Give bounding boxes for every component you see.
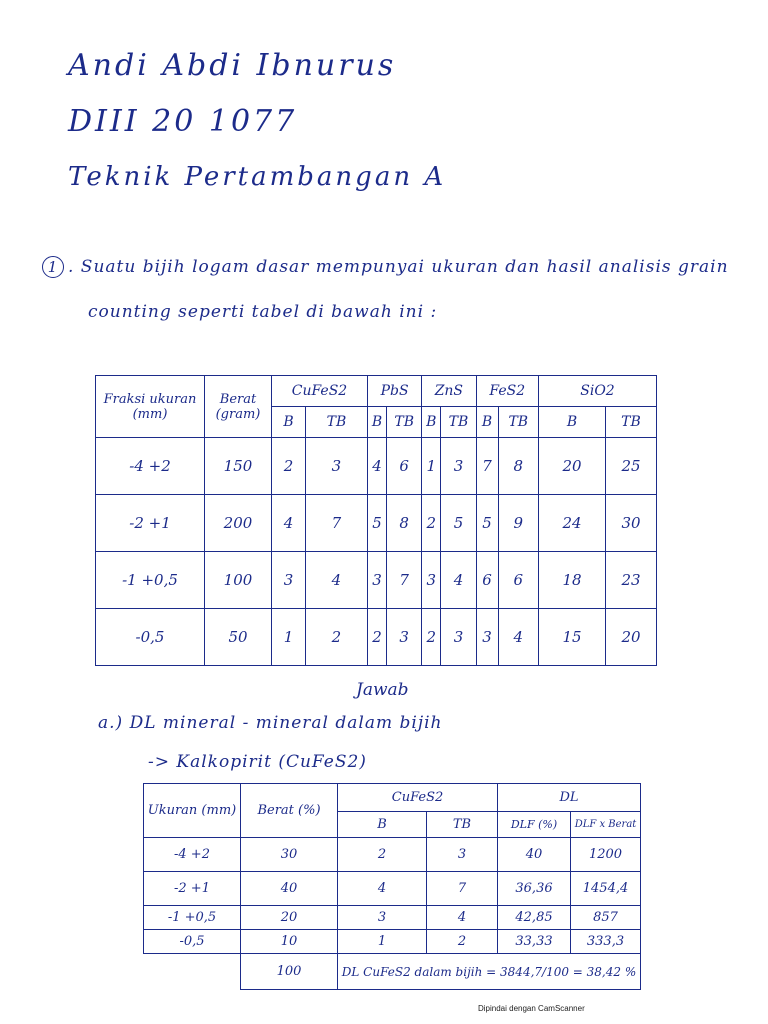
- table-row: [144, 838, 641, 872]
- question-line-1: [42, 256, 729, 278]
- cell-value: 18: [539, 552, 606, 609]
- answer-label: Jawab: [356, 680, 409, 700]
- table-row: [144, 930, 641, 954]
- cell-fraksi: -0,5: [96, 609, 205, 666]
- cell-tb: 4: [427, 906, 498, 930]
- header-mineral: CuFeS2: [272, 376, 368, 407]
- cell-value: 2: [305, 609, 367, 666]
- cell-value: 3: [441, 438, 476, 495]
- cell-value: 2: [422, 495, 441, 552]
- sub-b: B: [539, 407, 606, 438]
- header-ukuran: Ukuran (mm): [144, 784, 241, 838]
- cell-value: 20: [539, 438, 606, 495]
- table-row: [96, 438, 657, 495]
- cell-dlf: 40: [498, 838, 571, 872]
- cell-value: 24: [539, 495, 606, 552]
- student-name: Andi Abdi Ibnurus: [68, 48, 397, 83]
- cell-value: 15: [539, 609, 606, 666]
- grain-count-table: [95, 375, 657, 666]
- header-mineral: CuFeS2: [338, 784, 498, 812]
- cell-berat: 20: [241, 906, 338, 930]
- cell-dlf-berat: 1454,4: [571, 872, 641, 906]
- question-number: 1: [42, 256, 64, 278]
- sub-tb: TB: [498, 407, 538, 438]
- cell-berat: 200: [205, 495, 272, 552]
- cell-ukuran: -2 +1: [144, 872, 241, 906]
- sub-b: B: [367, 407, 386, 438]
- cell-ukuran: -1 +0,5: [144, 906, 241, 930]
- cell-value: 2: [272, 438, 306, 495]
- sub-b: B: [476, 407, 498, 438]
- cell-value: 7: [387, 552, 422, 609]
- cell-value: 23: [606, 552, 657, 609]
- cell-dlf: 36,36: [498, 872, 571, 906]
- cell-tb: 7: [427, 872, 498, 906]
- cell-value: 5: [476, 495, 498, 552]
- table-row: [96, 495, 657, 552]
- sub-tb: TB: [305, 407, 367, 438]
- cell-value: 30: [606, 495, 657, 552]
- cell-value: 3: [476, 609, 498, 666]
- total-berat: 100: [241, 954, 338, 990]
- table-row: [96, 609, 657, 666]
- question-line-2: counting seperti tabel di bawah ini :: [88, 302, 438, 322]
- cell-value: 1: [272, 609, 306, 666]
- cell-value: 25: [606, 438, 657, 495]
- part-a-line-2: -> Kalkopirit (CuFeS2): [148, 752, 367, 772]
- sub-dlf-berat: DLF x Berat: [571, 812, 641, 838]
- cell-value: 8: [387, 495, 422, 552]
- cell-dlf-berat: 1200: [571, 838, 641, 872]
- cell-value: 3: [305, 438, 367, 495]
- table-row: [144, 906, 641, 930]
- sub-tb: TB: [441, 407, 476, 438]
- cell-value: 5: [441, 495, 476, 552]
- cell-value: 4: [367, 438, 386, 495]
- cell-value: 3: [441, 609, 476, 666]
- cell-b: 4: [338, 872, 427, 906]
- cell-value: 3: [272, 552, 306, 609]
- student-id: DIII 20 1077: [68, 104, 298, 139]
- header-berat: Berat (%): [241, 784, 338, 838]
- cell-value: 20: [606, 609, 657, 666]
- cell-berat: 10: [241, 930, 338, 954]
- cell-berat: 40: [241, 872, 338, 906]
- cell-value: 6: [387, 438, 422, 495]
- cell-tb: 2: [427, 930, 498, 954]
- cell-fraksi: -4 +2: [96, 438, 205, 495]
- cell-berat: 150: [205, 438, 272, 495]
- cell-value: 6: [476, 552, 498, 609]
- sub-b: B: [338, 812, 427, 838]
- cell-dlf: 33,33: [498, 930, 571, 954]
- cell-berat: 50: [205, 609, 272, 666]
- cell-tb: 3: [427, 838, 498, 872]
- cell-value: 4: [305, 552, 367, 609]
- cell-value: 5: [367, 495, 386, 552]
- header-mineral: SiO2: [539, 376, 657, 407]
- cell-value: 8: [498, 438, 538, 495]
- cell-value: 3: [422, 552, 441, 609]
- cell-value: 4: [272, 495, 306, 552]
- degree-liberation-table: [143, 783, 641, 990]
- cell-dlf-berat: 857: [571, 906, 641, 930]
- sub-tb: TB: [606, 407, 657, 438]
- sub-b: B: [422, 407, 441, 438]
- cell-b: 1: [338, 930, 427, 954]
- cell-b: 3: [338, 906, 427, 930]
- header-fraksi: Fraksi ukuran (mm): [96, 376, 205, 438]
- header-dl: DL: [498, 784, 641, 812]
- part-a-line-1: a.) DL mineral - mineral dalam bijih: [98, 713, 443, 733]
- cell-dlf-berat: 333,3: [571, 930, 641, 954]
- cell-value: 2: [367, 609, 386, 666]
- total-dl-text: DL CuFeS2 dalam bijih = 3844,7/100 = 38,42 %: [338, 954, 641, 990]
- cell-value: 7: [476, 438, 498, 495]
- cell-b: 2: [338, 838, 427, 872]
- sub-tb: TB: [387, 407, 422, 438]
- cell-dlf: 42,85: [498, 906, 571, 930]
- cell-value: 4: [441, 552, 476, 609]
- header-berat: Berat (gram): [205, 376, 272, 438]
- total-row: [144, 954, 641, 990]
- cell-value: 3: [367, 552, 386, 609]
- cell-value: 7: [305, 495, 367, 552]
- cell-fraksi: -1 +0,5: [96, 552, 205, 609]
- cell-value: 2: [422, 609, 441, 666]
- cell-value: 3: [387, 609, 422, 666]
- header-mineral: FeS2: [476, 376, 539, 407]
- cell-fraksi: -2 +1: [96, 495, 205, 552]
- header-mineral: PbS: [367, 376, 421, 407]
- cell-value: 6: [498, 552, 538, 609]
- table-row: [144, 872, 641, 906]
- sub-tb: TB: [427, 812, 498, 838]
- study-program: Teknik Pertambangan A: [68, 162, 447, 192]
- cell-berat: 100: [205, 552, 272, 609]
- cell-value: 9: [498, 495, 538, 552]
- cell-value: 4: [498, 609, 538, 666]
- cell-ukuran: -0,5: [144, 930, 241, 954]
- cell-berat: 30: [241, 838, 338, 872]
- scanner-watermark: Dipindai dengan CamScanner: [478, 1004, 585, 1013]
- cell-ukuran: -4 +2: [144, 838, 241, 872]
- sub-b: B: [272, 407, 306, 438]
- empty-cell: [144, 954, 241, 990]
- cell-value: 1: [422, 438, 441, 495]
- sub-dlf: DLF (%): [498, 812, 571, 838]
- question-text-1: . Suatu bijih logam dasar mempunyai ukuran dan hasil analisis grain: [68, 257, 729, 277]
- table-row: [96, 552, 657, 609]
- header-mineral: ZnS: [422, 376, 476, 407]
